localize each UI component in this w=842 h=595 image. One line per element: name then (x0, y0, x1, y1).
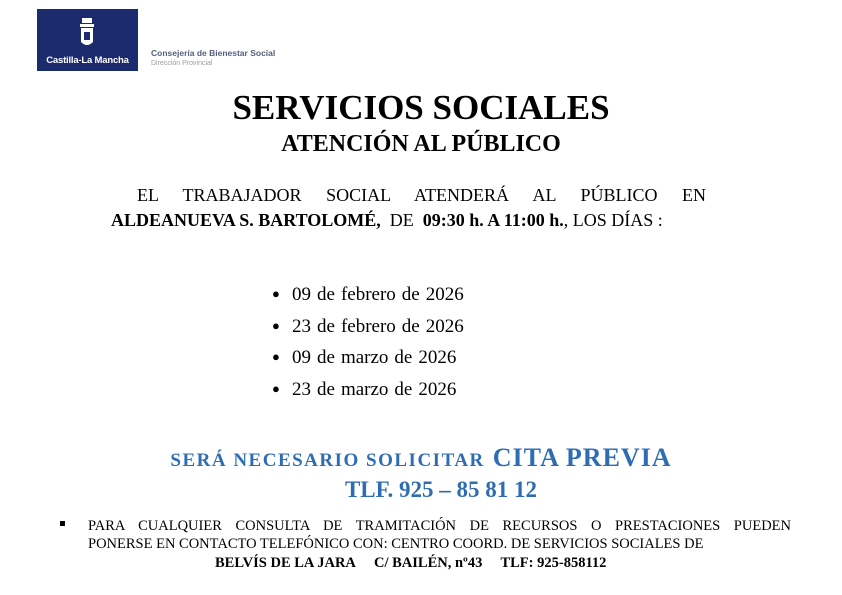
center-phone: TLF: 925-858112 (500, 555, 607, 571)
schedule-time: 09:30 h. A 11:00 h. (422, 210, 564, 230)
direccion-label: Dirección Provincial (151, 60, 213, 67)
bullet-icon: ● (272, 317, 280, 333)
center-address: C/ BAILÉN, nº43 (374, 555, 483, 571)
page-subtitle: ATENCIÓN AL PÚBLICO (281, 131, 561, 157)
note-line-3 (215, 555, 606, 572)
note-line-1: PARA CUALQUIER CONSULTA DE TRAMITACIÓN DE RECURSOS O PRESTACIONES PUEDEN (88, 518, 791, 534)
appointment-highlight: CITA PREVIA (492, 443, 672, 472)
appointment-notice (0, 443, 842, 473)
square-bullet-icon (60, 521, 65, 526)
appointment-phone: TLF. 925 – 85 81 12 (344, 477, 538, 502)
date-list (272, 279, 464, 405)
consejeria-label: Consejería de Bienestar Social (151, 48, 276, 58)
castilla-la-mancha-logo (37, 9, 138, 71)
bullet-icon: ● (272, 286, 280, 301)
list-item: ● 23 de febrero de 2026 (272, 311, 464, 343)
intro-line-2 (111, 209, 663, 231)
logo-text: Castilla-La Mancha (46, 55, 129, 66)
list-item: ● 09 de marzo de 2026 (272, 342, 464, 374)
de-text: DE (389, 210, 414, 230)
center-place: BELVÍS DE LA JARA (215, 555, 356, 571)
page-title: SERVICIOS SOCIALES (232, 88, 610, 127)
list-item: ● 23 de marzo de 2026 (272, 374, 464, 406)
dias-text: , LOS DÍAS : (563, 210, 663, 230)
bullet-icon: ● (272, 380, 280, 396)
intro-line-1: EL TRABAJADOR SOCIAL ATENDERÁ AL PÚBLICO EN (137, 185, 706, 205)
list-item: ● 09 de febrero de 2026 (272, 279, 464, 311)
place-name: ALDEANUEVA S. BARTOLOMÉ, (111, 210, 381, 230)
bullet-icon: ● (272, 349, 280, 364)
appointment-prefix: SERÁ NECESARIO SOLICITAR (170, 450, 485, 471)
note-line-2: PONERSE EN CONTACTO TELEFÓNICO CON: CENTRO COORD. DE SERVICIOS SOCIALES DE (88, 536, 704, 552)
coat-of-arms-icon (78, 18, 96, 48)
